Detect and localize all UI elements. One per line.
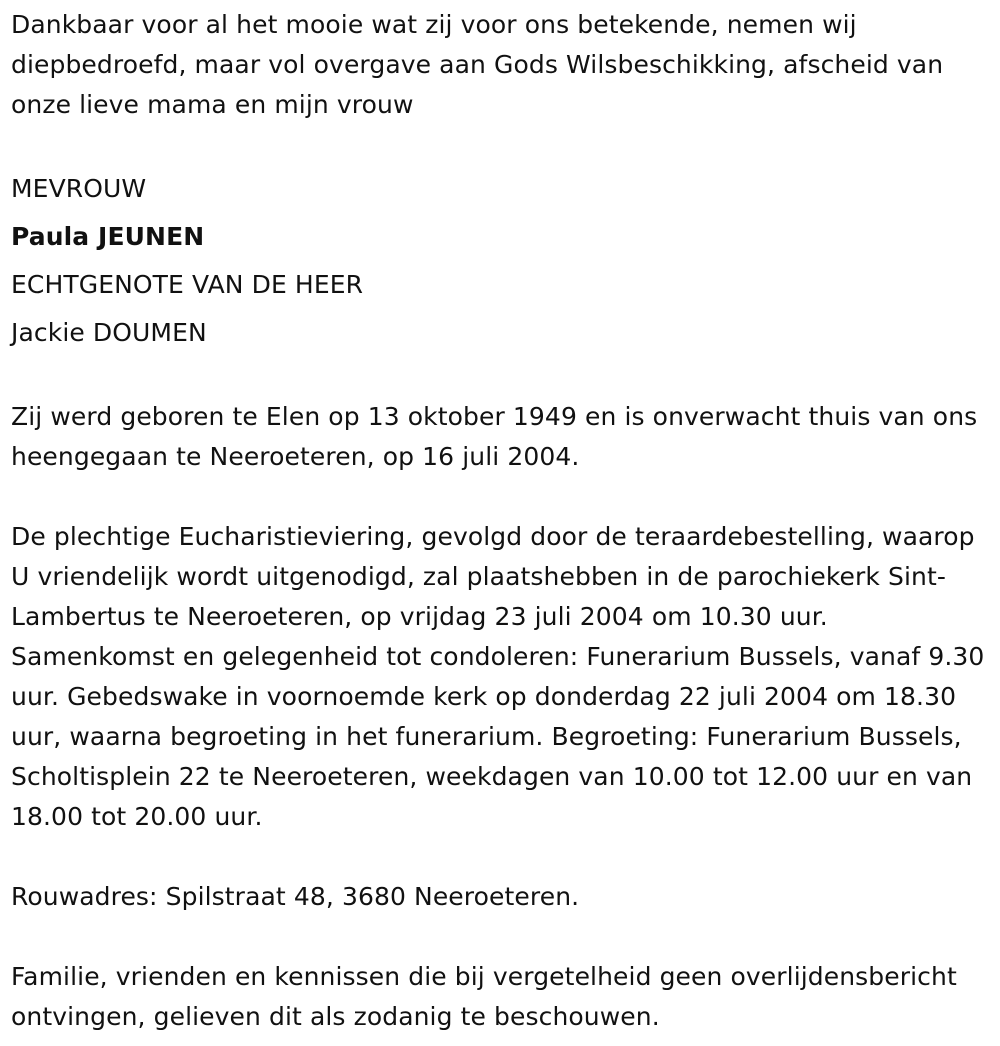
obituary-notice	[11, 5, 996, 1037]
ceremony-paragraph: De plechtige Eucharistieviering, gevolgd door de teraardebestelling, waarop U vriendelijk wordt uitgenodigd, zal plaatshebben in de parochiekerk Sint-Lambertus te Neeroeteren, op vrijdag 23 juli 2004 om 10.30 uur. Samenkomst en gelegenheid tot condoleren: Funerarium Bussels, vanaf 9.30 uur. Gebedswake in voornoemde kerk op donderdag 22 juli 2004 om 18.30 uur, waarna begroeting in het funerarium. Begroeting: Funerarium Bussels, Scholtisplein 22 te Neeroeteren, weekdagen van 10.00 tot 12.00 uur en van 18.00 tot 20.00 uur.	[11, 522, 985, 831]
spacer	[11, 125, 996, 165]
spacer	[11, 477, 996, 517]
deceased-name: Paula JEUNEN	[11, 222, 205, 251]
closing-paragraph: Familie, vrienden en kennissen die bij vergetelheid geen overlijdensbericht ontvingen, gelieven dit als zodanig te beschouwen.	[11, 962, 957, 1031]
spacer	[11, 357, 996, 397]
intro-paragraph: Dankbaar voor al het mooie wat zij voor ons betekende, nemen wij diepbedroefd, maar vol overgave aan Gods Wilsbeschikking, afscheid van onze lieve mama en mijn vrouw	[11, 10, 944, 119]
address-paragraph: Rouwadres: Spilstraat 48, 3680 Neeroeteren.	[11, 882, 580, 911]
title-line: MEVROUW	[11, 174, 147, 203]
birth-death-paragraph: Zij werd geboren te Elen op 13 oktober 1949 en is onverwacht thuis van ons heengegaan te Neeroeteren, op 16 juli 2004.	[11, 402, 978, 471]
spouse-name: Jackie DOUMEN	[11, 318, 207, 347]
spacer	[11, 917, 996, 957]
relation-line: ECHTGENOTE VAN DE HEER	[11, 270, 364, 299]
spacer	[11, 837, 996, 877]
